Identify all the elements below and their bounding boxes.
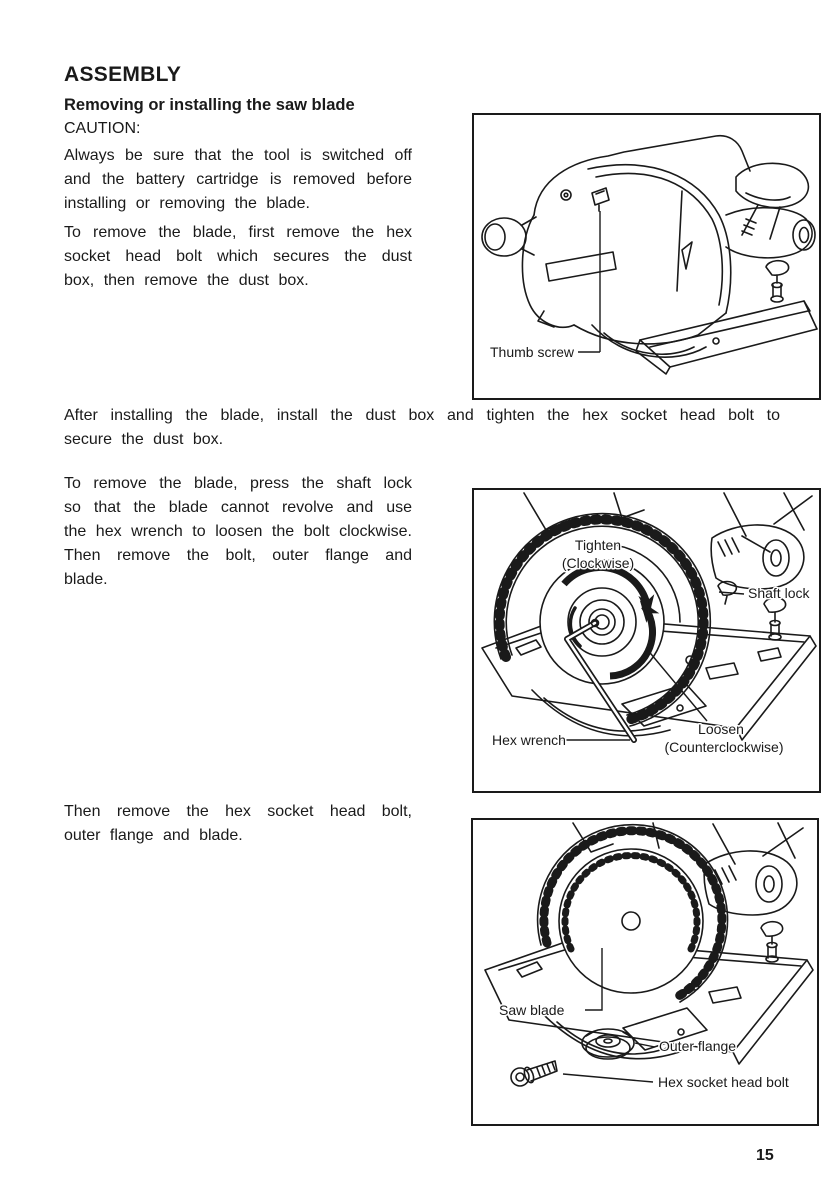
paragraph-shaft-lock: To remove the blade, press the shaft lock so that the blade cannot revolve and use the hex wrench to loosen the bolt clockwise. Then remove the bolt, outer flange and blade. — [64, 475, 412, 588]
hex-wrench-label: Hex wrench — [492, 732, 566, 748]
figure-blade-parts — [471, 818, 819, 1126]
caution-label: CAUTION: — [64, 120, 141, 137]
loosen-tighten-illustration — [474, 490, 819, 791]
paragraph-remove-dust-box: To remove the blade, first remove the hex socket head bolt which secures the dust box, then remove the dust box. — [64, 224, 412, 289]
thumb-screw — [592, 188, 609, 211]
motor-housing — [711, 525, 804, 589]
outer-flange-label: Outer flange — [659, 1038, 737, 1054]
subsection-title: Removing or installing the saw blade — [64, 96, 355, 114]
figure-loosen-tighten — [472, 488, 821, 793]
figure-thumb-screw — [472, 113, 821, 400]
page-number: 15 — [756, 1147, 774, 1164]
hex-bolt-label: Hex socket head bolt — [658, 1074, 789, 1090]
section-title: ASSEMBLY — [64, 63, 182, 86]
tighten-label: Tighten — [574, 537, 622, 553]
saw-blade — [559, 849, 703, 993]
motor-housing — [726, 208, 815, 258]
loosen-label: Loosen — [698, 721, 744, 737]
thumb-screw-illustration — [474, 115, 819, 398]
paragraph-then-remove: Then remove the hex socket head bolt, outer flange and blade. — [64, 803, 412, 844]
outer-flange-leader — [635, 1043, 655, 1047]
hex-socket-head-bolt — [511, 1061, 557, 1086]
loosen-direction-label: (Counterclockwise) — [664, 739, 784, 755]
caution-text: Always be sure that the tool is switched off and the battery cartridge is removed before installing or removing the blade. — [64, 147, 412, 212]
saw-blade-label: Saw blade — [499, 1002, 565, 1018]
blade-parts-illustration — [473, 820, 817, 1124]
hex-bolt-leader — [563, 1074, 653, 1082]
shaft-lock-label: Shaft lock — [748, 585, 810, 601]
paragraph-after-installing: After installing the blade, install the dust box and tighten the hex socket head bolt to secure the dust box. — [64, 407, 780, 448]
tighten-direction-label: (Clockwise) — [561, 555, 635, 571]
circular-saw-drawing — [482, 136, 817, 374]
thumb-screw-label: Thumb screw — [490, 344, 575, 360]
saw-handle — [736, 163, 808, 239]
saw-blade-drawing — [485, 823, 813, 1064]
